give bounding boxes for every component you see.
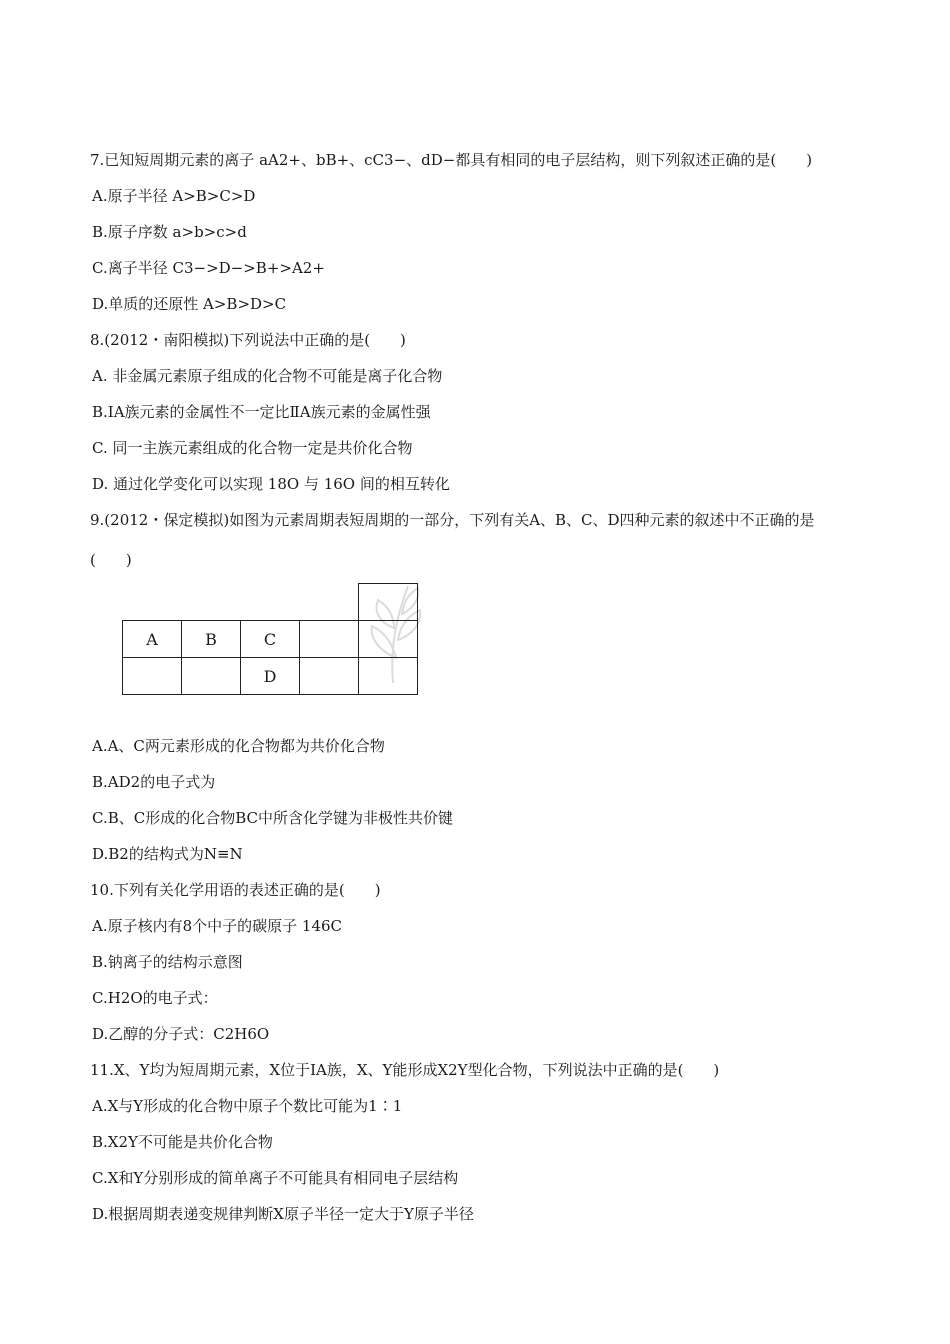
question-10-option-a: A.原子核内有8个中子的碳原子 146C — [92, 917, 343, 935]
question-11-stem: 11.X、Y均为短周期元素，X位于ⅠA族，X、Y能形成X2Y型化合物，下列说法中正确的是( ) — [90, 1061, 720, 1079]
question-8-option-a: A. 非金属元素原子组成的化合物不可能是离子化合物 — [92, 367, 443, 385]
question-8-option-c: C. 同一主族元素组成的化合物一定是共价化合物 — [92, 439, 413, 457]
cell-empty — [182, 658, 241, 695]
question-10-option-b: B.钠离子的结构示意图 — [92, 953, 243, 971]
cell-b: B — [182, 621, 241, 658]
question-7-stem: 7.已知短周期元素的离子 aA2+、bB+、cC3−、dD−都具有相同的电子层结构，则下列叙述正确的是( ) — [90, 151, 813, 169]
question-7-option-b: B.原子序数 a>b>c>d — [92, 223, 247, 241]
question-9-option-c: C.B、C形成的化合物BC中所含化学键为非极性共价键 — [92, 809, 453, 827]
question-10-stem: 10.下列有关化学用语的表述正确的是( ) — [90, 881, 381, 899]
question-11-option-c: C.X和Y分别形成的简单离子不可能具有相同电子层结构 — [92, 1169, 459, 1187]
question-7-option-c: C.离子半径 C3−>D−>B+>A2+ — [92, 259, 325, 277]
cell-empty — [123, 658, 182, 695]
question-9-option-a: A.A、C两元素形成的化合物都为共价化合物 — [92, 737, 385, 755]
question-11-option-a: A.X与Y形成的化合物中原子个数比可能为1∶1 — [92, 1097, 403, 1115]
question-8-stem: 8.(2012・南阳模拟)下列说法中正确的是( ) — [90, 331, 406, 349]
cell-empty — [359, 658, 418, 695]
cell-empty — [300, 621, 359, 658]
cell-a: A — [123, 621, 182, 658]
question-9-answer-paren: ( ) — [90, 551, 132, 569]
cell-empty — [300, 658, 359, 695]
question-8-option-b: B.ⅠA族元素的金属性不一定比ⅡA族元素的金属性强 — [92, 403, 431, 421]
cell-d: D — [241, 658, 300, 695]
question-8-option-d: D. 通过化学变化可以实现 18O 与 16O 间的相互转化 — [92, 475, 450, 493]
question-9-option-b: B.AD2的电子式为 — [92, 773, 216, 791]
question-11-option-d: D.根据周期表递变规律判断X原子半径一定大于Y原子半径 — [92, 1205, 474, 1223]
cell-empty — [359, 621, 418, 658]
question-10-option-d: D.乙醇的分子式：C2H6O — [92, 1025, 270, 1043]
question-7-option-a: A.原子半径 A>B>C>D — [92, 187, 256, 205]
question-9-option-d: D.B2的结构式为N≡N — [92, 845, 243, 863]
question-7-option-d: D.单质的还原性 A>B>D>C — [92, 295, 287, 313]
periodic-table-fragment — [122, 583, 418, 695]
question-11-option-b: B.X2Y不可能是共价化合物 — [92, 1133, 273, 1151]
cell-c: C — [241, 621, 300, 658]
question-9-stem: 9.(2012・保定模拟)如图为元素周期表短周期的一部分，下列有关A、B、C、D四种元素的叙述中不正确的是 — [90, 511, 815, 529]
question-10-option-c: C.H2O的电子式： — [92, 989, 218, 1007]
